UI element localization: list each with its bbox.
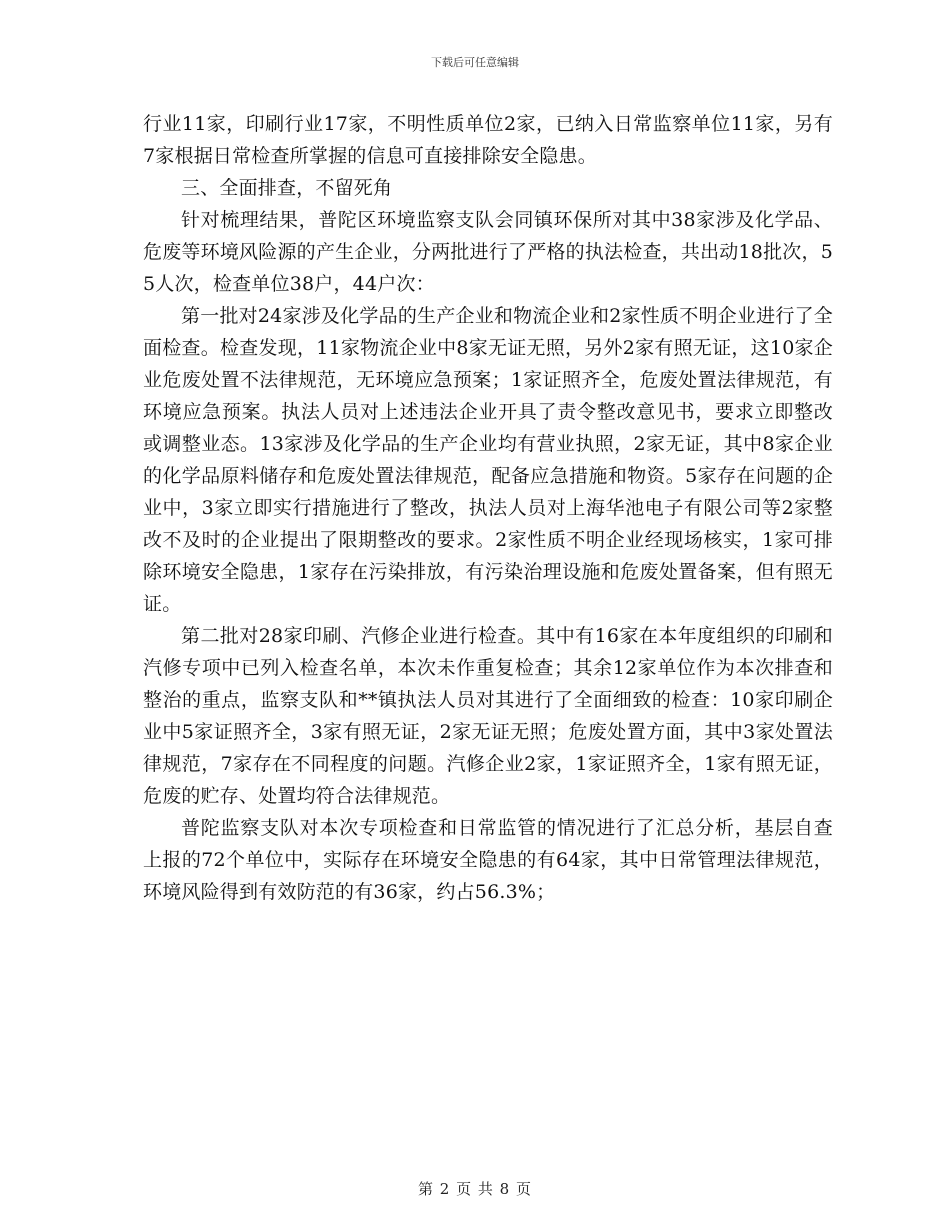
page-number: 第 2 页 共 8 页 [418, 1180, 532, 1198]
paragraph-second-batch: 第二批对28家印刷、汽修企业进行检查。其中有16家在本年度组织的印刷和汽修专项中已列入检查名单，本次未作重复检查；其余12家单位作为本次排查和整治的重点，监察支队和**镇执法人员对其进行了全面细致的检查：10家印刷企业中5家证照齐全，3家有照无证，2家无证无照；危废处置方面，其中3家处置法律规范，7家存在不同程度的问题。汽修企业2家，1家证照齐全，1家有照无证，危废的贮存、处置均符合法律规范。 [143, 625, 833, 807]
paragraph-continued: 行业11家，印刷行业17家，不明性质单位2家，已纳入日常监察单位11家，另有7家根据日常检查所掌握的信息可直接排除安全隐患。 [143, 113, 833, 167]
paragraph-first-batch: 第一批对24家涉及化学品的生产企业和物流企业和2家性质不明企业进行了全面检查。检查发现，11家物流企业中8家无证无照，另外2家有照无证，这10家企业危废处置不法律规范，无环境应急预案；1家证照齐全，危废处置法律规范，有环境应急预案。执法人员对上述违法企业开具了责令整改意见书，要求立即整改或调整业态。13家涉及化学品的生产企业均有营业执照，2家无证，其中8家企业的化学品原料储存和危废处置法律规范，配备应急措施和物资。5家存在问题的企业中，3家立即实行措施进行了整改，执法人员对上海华池电子有限公司等2家整改不及时的企业提出了限期整改的要求。2家性质不明企业经现场核实，1家可排除环境安全隐患，1家存在污染排放，有污染治理设施和危废处置备案，但有照无证。 [143, 305, 833, 615]
page-header: 下载后可任意编辑 [431, 56, 519, 69]
section-heading: 三、全面排查，不留死角 [181, 177, 393, 199]
paragraph-analysis: 普陀监察支队对本次专项检查和日常监管的情况进行了汇总分析，基层自查上报的72个单位中，实际存在环境安全隐患的有64家，其中日常管理法律规范，环境风险得到有效防范的有36家，约占56.3%； [143, 817, 833, 903]
paragraph-summary: 针对梳理结果，普陀区环境监察支队会同镇环保所对其中38家涉及化学品、危废等环境风险源的产生企业，分两批进行了严格的执法检查，共出动18批次，55人次，检查单位38户，44户次： [143, 209, 833, 295]
document-body [143, 108, 833, 908]
